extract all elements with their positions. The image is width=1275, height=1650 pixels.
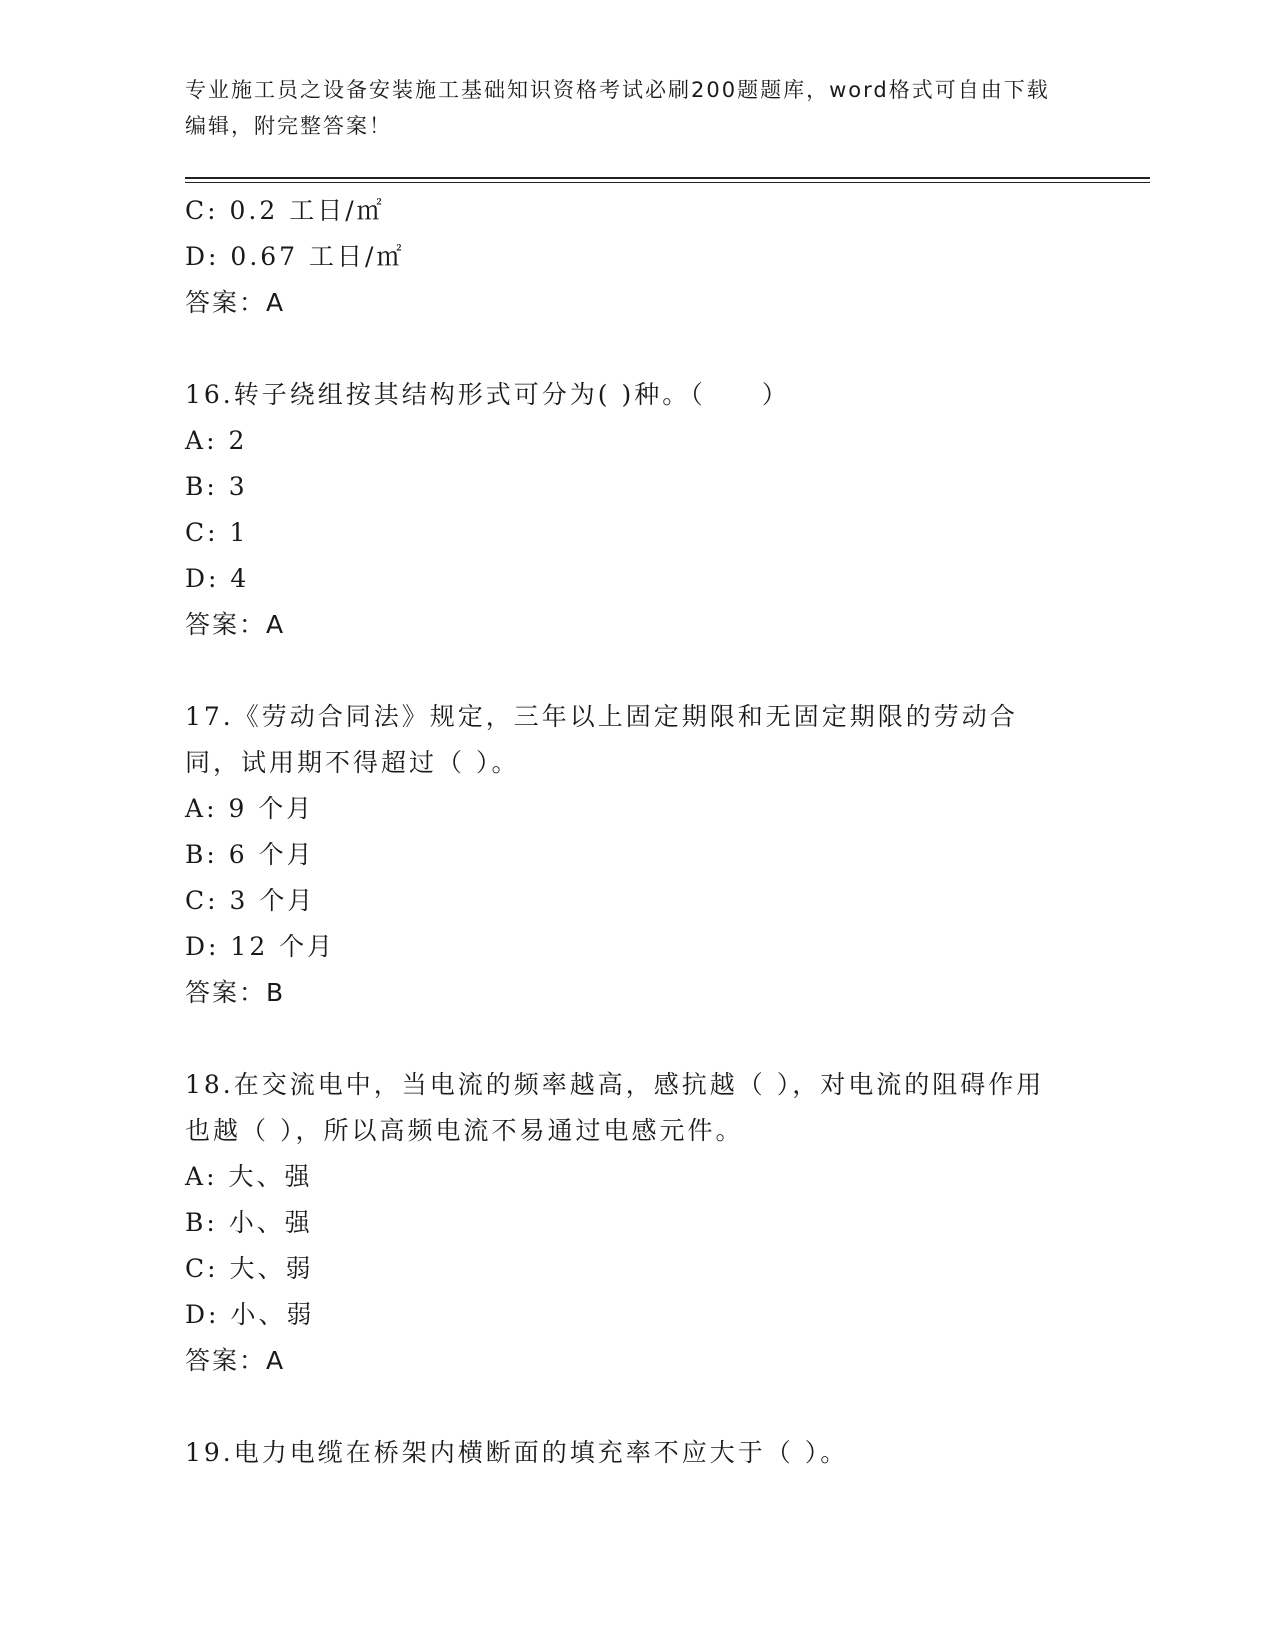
option-b: B: 小、强: [185, 1208, 313, 1237]
question-19-stem: 19.电力电缆在桥架内横断面的填充率不应大于（ ）。: [185, 1438, 849, 1467]
option-a: A: 9 个月: [185, 794, 315, 823]
option-d: D: 4: [185, 564, 250, 593]
option-c: C: 1: [185, 518, 249, 547]
document-header: [185, 72, 1065, 144]
option-b: B: 3: [185, 472, 248, 501]
header-text: 专业施工员之设备安装施工基础知识资格考试必刷200题题库，word格式可自由下载编辑，附完整答案！: [185, 78, 1050, 138]
question-17-stem: 17.《劳动合同法》规定，三年以上固定期限和无固定期限的劳动合同，试用期不得超过（ ）。: [185, 702, 1018, 777]
question-18-stem: 18.在交流电中，当电流的频率越高，感抗越（ ），对电流的阻碍作用也越（ ），所以高频电流不易通过电感元件。: [185, 1070, 1045, 1145]
answer-line: 答案：A: [185, 288, 286, 317]
header-divider-thick: [185, 177, 1150, 179]
option-d: D: 小、弱: [185, 1300, 315, 1329]
option-c: C: 3 个月: [185, 886, 316, 915]
answer-line: 答案：A: [185, 1346, 286, 1375]
option-c: C: 0.2 工日/㎡: [185, 196, 385, 225]
option-d: D: 0.67 工日/㎡: [185, 242, 405, 271]
option-a: A: 大、强: [185, 1162, 313, 1191]
option-b: B: 6 个月: [185, 840, 315, 869]
question-list: [185, 188, 1085, 1476]
option-d: D: 12 个月: [185, 932, 336, 961]
answer-line: 答案：A: [185, 610, 286, 639]
option-c: C: 大、弱: [185, 1254, 314, 1283]
answer-line: 答案：B: [185, 978, 286, 1007]
option-a: A: 2: [185, 426, 248, 455]
question-16-stem: 16.转子绕组按其结构形式可分为( )种。（ ）: [185, 380, 790, 409]
header-divider-thin: [185, 182, 1150, 183]
